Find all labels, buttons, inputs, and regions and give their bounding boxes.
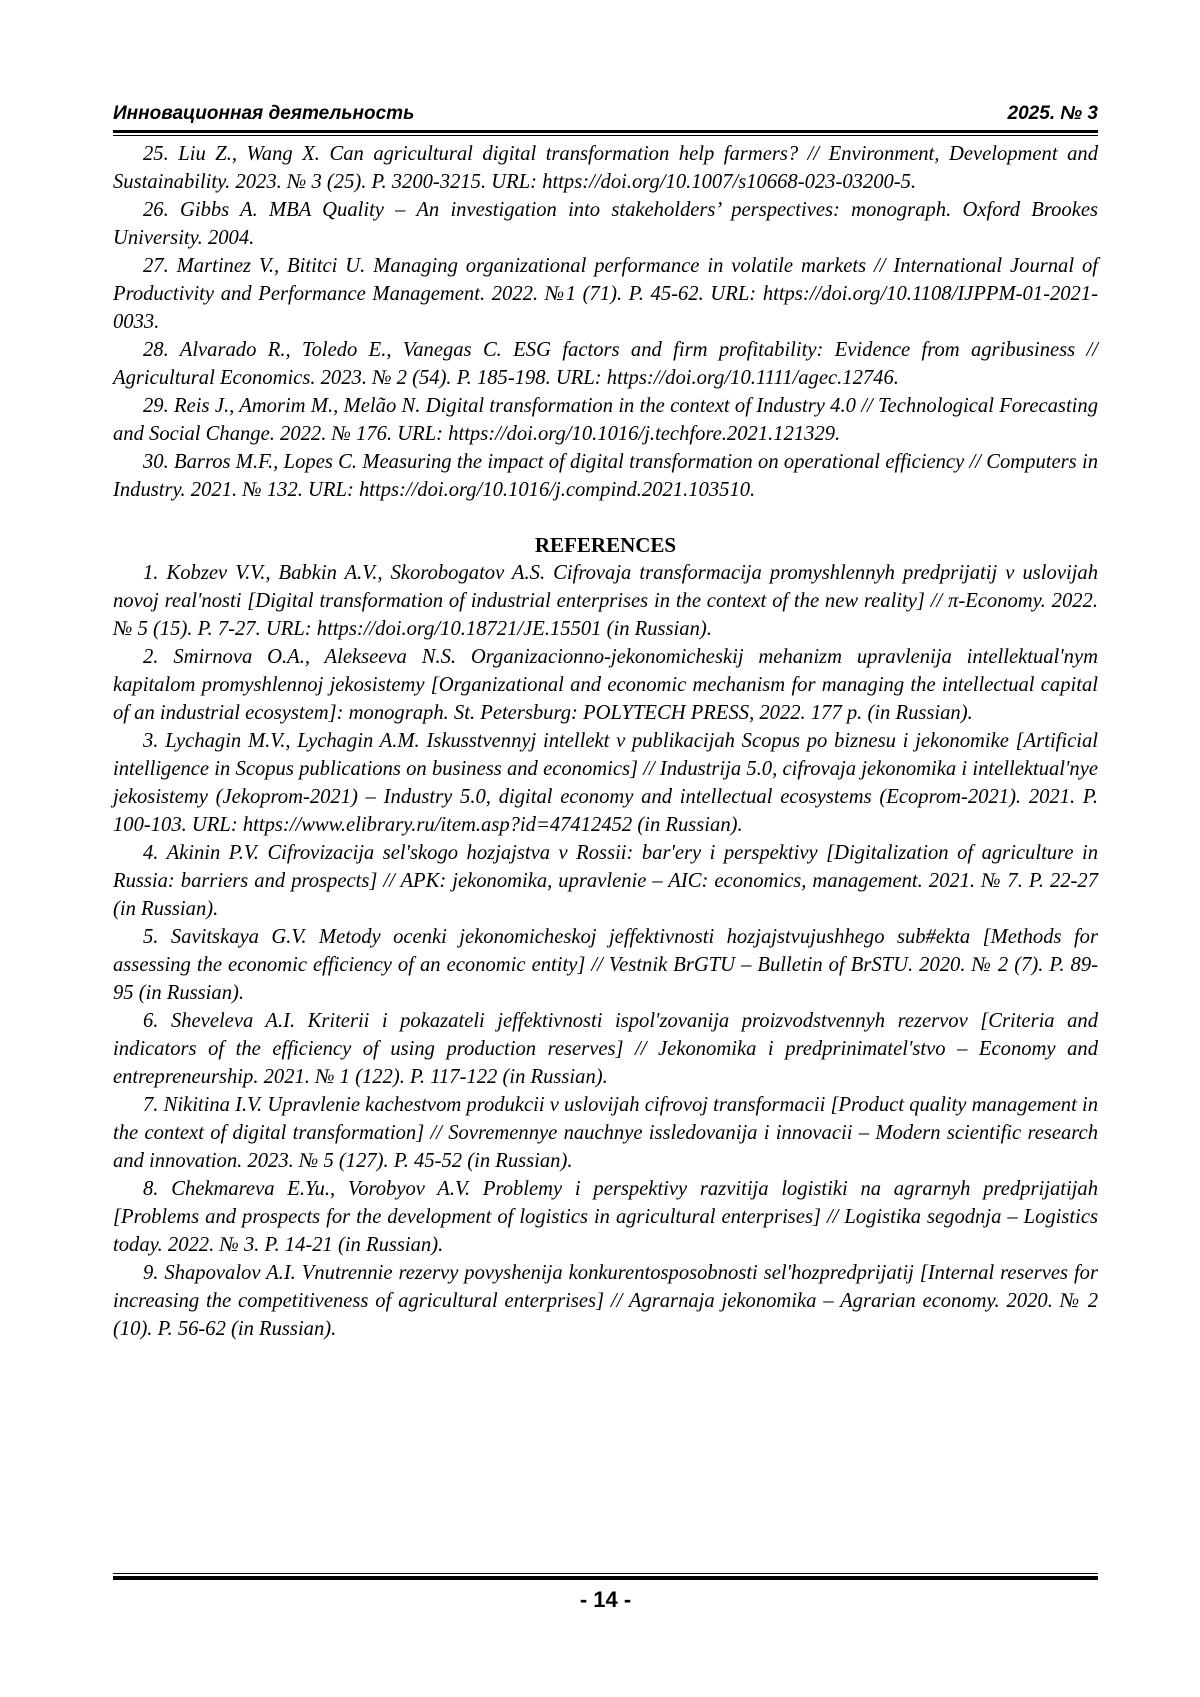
page-body bbox=[113, 140, 1098, 1343]
references-heading: REFERENCES bbox=[113, 531, 1098, 559]
bibliography-entry-25: 25. Liu Z., Wang X. Can agricultural digital transformation help farmers? // Environment, Development and Sustainability. 2023. № 3 (25). P. 3200-3215. URL: https://doi.org/10.1007/s10668-023-03200-5. bbox=[113, 140, 1098, 196]
footer-rule-thin bbox=[113, 1573, 1098, 1574]
bibliography-entry-28: 28. Alvarado R., Toledo E., Vanegas C. ESG factors and firm profitability: Evidence from agribusiness // Agricultural Economics. 2023. № 2 (54). P. 185-198. URL: https://doi.org/10.1111/agec.12746. bbox=[113, 336, 1098, 392]
bibliography-entry-27: 27. Martinez V., Bititci U. Managing organizational performance in volatile markets // International Journal of Productivity and Performance Management. 2022. №1 (71). P. 45-62. URL: https://doi.org/10.1108/IJPPM-01-2021-0033. bbox=[113, 252, 1098, 336]
running-header bbox=[113, 101, 1098, 127]
bibliography-entry-29: 29. Reis J., Amorim M., Melão N. Digital transformation in the context of Industry 4.0 // Technological Forecasting and Social Change. 2022. № 176. URL: https://doi.org/10.1016/j.techfore.2021.121329. bbox=[113, 392, 1098, 448]
reference-entry-9: 9. Shapovalov A.I. Vnutrennie rezervy povyshenija konkurentosposobnosti sel'hozpredprijatij [Internal reserves for increasing the competitiveness of agricultural enterprises] // Agrarnaja jekonomika – Agrarian economy. 2020. № 2 (10). P. 56-62 (in Russian). bbox=[113, 1259, 1098, 1343]
references-list bbox=[113, 559, 1098, 1343]
reference-entry-6: 6. Sheveleva A.I. Kriterii i pokazateli jeffektivnosti ispol'zovanija proizvodstvennyh rezervov [Criteria and indicators of the efficiency of using production reserves] // Jekonomika i predprinimatel'stvo – Economy and entrepreneurship. 2021. № 1 (122). P. 117-122 (in Russian). bbox=[113, 1007, 1098, 1091]
bibliography-entry-30: 30. Barros M.F., Lopes C. Measuring the impact of digital transformation on operational efficiency // Computers in Industry. 2021. № 132. URL: https://doi.org/10.1016/j.compind.2021.103510. bbox=[113, 448, 1098, 504]
journal-title: Инновационная деятельность bbox=[113, 101, 414, 127]
reference-entry-8: 8. Chekmareva E.Yu., Vorobyov A.V. Problemy i perspektivy razvitija logistiki na agrarnyh predprijatijah [Problems and prospects for the development of logistics in agricultural enterprises] // Logistika segodnja – Logistics today. 2022. № 3. P. 14-21 (in Russian). bbox=[113, 1175, 1098, 1259]
bibliography-list bbox=[113, 140, 1098, 504]
reference-entry-2: 2. Smirnova O.A., Alekseeva N.S. Organizacionno-jekonomicheskij mehanizm upravlenija intellektual'nym kapitalom promyshlennoj jekosistemy [Organizational and economic mechanism for managing the intellectual capital of an industrial ecosystem]: monograph. St. Petersburg: POLYTECH PRESS, 2022. 177 p. (in Russian). bbox=[113, 643, 1098, 727]
reference-entry-7: 7. Nikitina I.V. Upravlenie kachestvom produkcii v uslovijah cifrovoj transformacii [Product quality management in the context of digital transformation] // Sovremennye nauchnye issledovanija i innovacii – Modern scientific research and innovation. 2023. № 5 (127). P. 45-52 (in Russian). bbox=[113, 1091, 1098, 1175]
reference-entry-3: 3. Lychagin M.V., Lychagin A.M. Iskusstvennyj intellekt v publikacijah Scopus po biznesu i jekonomike [Artificial intelligence in Scopus publications on business and economics] // Industrija 5.0, cifrovaja jekonomika i intellektual'nye jekosistemy (Jekoprom-2021) – Industry 5.0, digital economy and intellectual ecosystems (Ecoprom-2021). 2021. P. 100-103. URL: https://www.elibrary.ru/item.asp?id=47412452 (in Russian). bbox=[113, 727, 1098, 839]
footer-rule-thick bbox=[113, 1576, 1098, 1580]
header-rule-thick bbox=[113, 130, 1098, 133]
reference-entry-1: 1. Kobzev V.V., Babkin A.V., Skorobogatov A.S. Cifrovaja transformacija promyshlennyh predprijatij v uslovijah novoj real'nosti [Digital transformation of industrial enterprises in the context of the new reality] // π-Economy. 2022. № 5 (15). P. 7-27. URL: https://doi.org/10.18721/JE.15501 (in Russian). bbox=[113, 559, 1098, 643]
header-rule-thin bbox=[113, 135, 1098, 136]
reference-entry-4: 4. Akinin P.V. Cifrovizacija sel'skogo hozjajstva v Rossii: bar'ery i perspektivy [Digitalization of agriculture in Russia: barriers and prospects] // APK: jekonomika, upravlenie – AIC: economics, management. 2021. № 7. P. 22-27 (in Russian). bbox=[113, 839, 1098, 923]
bibliography-entry-26: 26. Gibbs A. MBA Quality – An investigation into stakeholders’ perspectives: monograph. Oxford Brookes University. 2004. bbox=[113, 196, 1098, 252]
issue-number: 2025. № 3 bbox=[1008, 101, 1098, 127]
page-number: - 14 - bbox=[113, 1586, 1098, 1614]
reference-entry-5: 5. Savitskaya G.V. Metody ocenki jekonomicheskoj jeffektivnosti hozjajstvujushhego sub#ekta [Methods for assessing the economic efficiency of an economic entity] // Vestnik BrGTU – Bulletin of BrSTU. 2020. № 2 (7). P. 89-95 (in Russian). bbox=[113, 923, 1098, 1007]
